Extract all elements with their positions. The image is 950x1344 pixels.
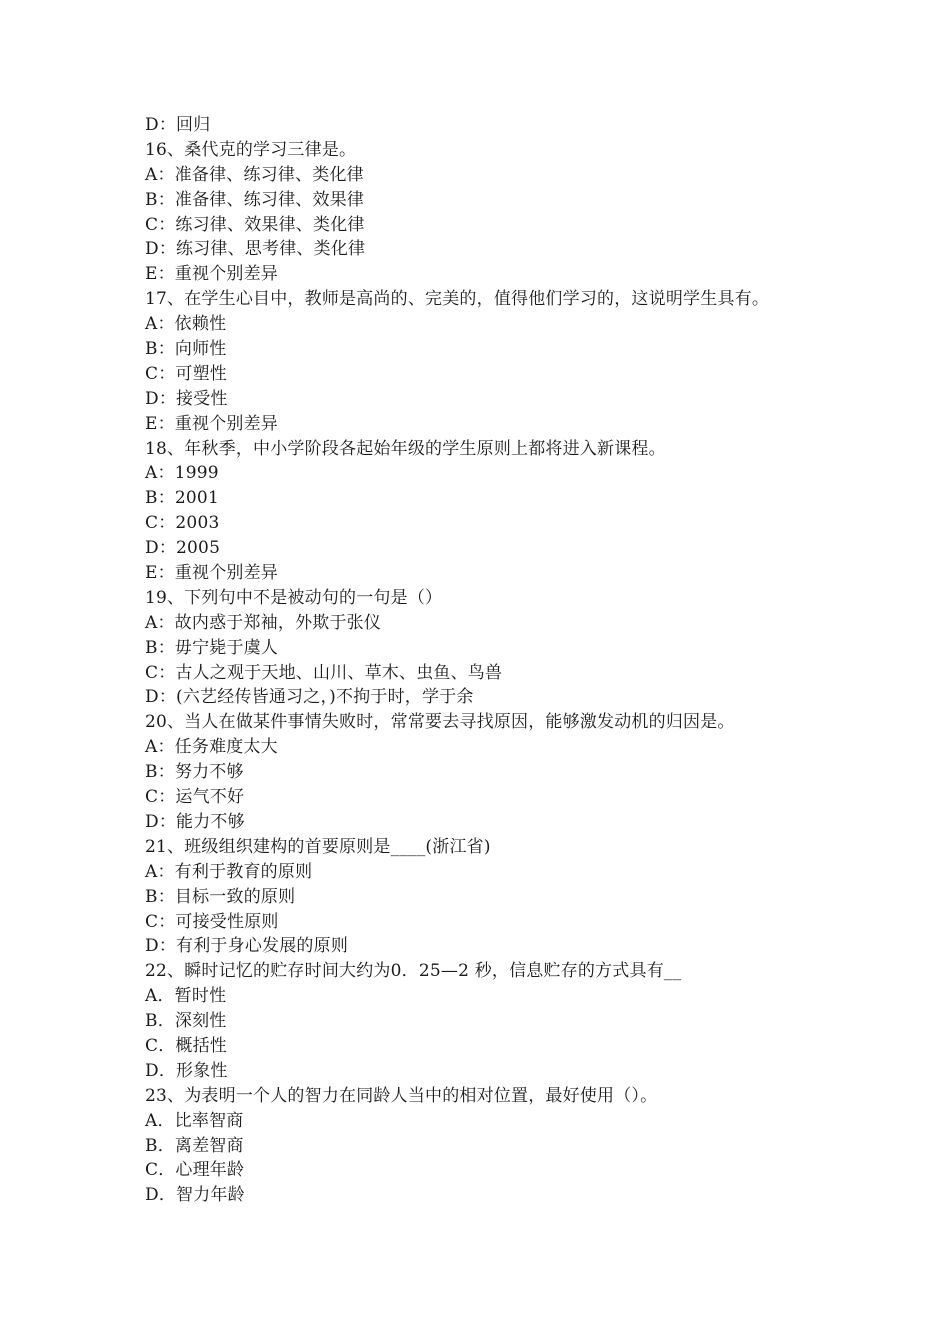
text-line: C：2003 bbox=[145, 513, 220, 534]
text-line: A：故内惑于郑袖，外欺于张仪 bbox=[145, 612, 382, 633]
text-line: 20、当人在做某件事情失败时，常常要去寻找原因，能够激发动机的归因是。 bbox=[145, 712, 735, 733]
text-line: 18、年秋季，中小学阶段各起始年级的学生原则上都将进入新课程。 bbox=[145, 438, 666, 459]
text-line: A．比率智商 bbox=[145, 1110, 244, 1131]
text-line: 23、为表明一个人的智力在同龄人当中的相对位置，最好使用（）。 bbox=[145, 1085, 658, 1106]
text-line: B：目标一致的原则 bbox=[145, 886, 296, 907]
text-line: 21、班级组织建构的首要原则是____(浙江省) bbox=[145, 836, 491, 857]
text-line: A：依赖性 bbox=[145, 314, 227, 335]
text-line: B：毋宁毙于虞人 bbox=[145, 637, 279, 658]
text-line: D：2005 bbox=[145, 538, 221, 559]
text-line: C：可塑性 bbox=[145, 363, 228, 384]
text-line: B．离差智商 bbox=[145, 1135, 244, 1156]
text-line: E：重视个别差异 bbox=[145, 413, 279, 434]
text-line: A．暂时性 bbox=[145, 986, 227, 1007]
text-line: B：向师性 bbox=[145, 339, 227, 360]
text-line: C：练习律、效果律、类化律 bbox=[145, 214, 365, 235]
question-list bbox=[145, 113, 845, 1208]
text-line: C．概括性 bbox=[145, 1035, 228, 1056]
text-line: C：运气不好 bbox=[145, 787, 245, 808]
text-line: B：努力不够 bbox=[145, 762, 244, 783]
text-line: B．深刻性 bbox=[145, 1011, 227, 1032]
text-line: D：能力不够 bbox=[145, 811, 245, 832]
text-line: 17、在学生心目中，教师是高尚的、完美的，值得他们学习的，这说明学生具有。 bbox=[145, 289, 770, 310]
text-line: 22、瞬时记忆的贮存时间大约为0．25—2 秒，信息贮存的方式具有__ bbox=[145, 961, 682, 982]
text-line: B：2001 bbox=[145, 488, 219, 509]
text-line: D：有利于身心发展的原则 bbox=[145, 936, 349, 957]
text-line: C：古人之观于天地、山川、草木、虫鱼、鸟兽 bbox=[145, 662, 503, 683]
text-line: A：任务难度太大 bbox=[145, 737, 278, 758]
text-line: D：练习律、思考律、类化律 bbox=[145, 239, 366, 260]
text-line: D：接受性 bbox=[145, 388, 228, 409]
text-line: A：准备律、练习律、类化律 bbox=[145, 164, 364, 185]
text-line: D：(六艺经传皆通习之，)不拘于时，学于余 bbox=[145, 687, 474, 708]
text-line: C：可接受性原则 bbox=[145, 911, 279, 932]
text-line: C．心理年龄 bbox=[145, 1160, 245, 1181]
text-line: D．智力年龄 bbox=[145, 1185, 245, 1206]
text-line: E：重视个别差异 bbox=[145, 264, 279, 285]
text-line: D：回归 bbox=[145, 115, 211, 135]
text-line: A：1999 bbox=[145, 463, 219, 484]
text-line: B：准备律、练习律、效果律 bbox=[145, 189, 365, 210]
text-line: D．形象性 bbox=[145, 1060, 228, 1081]
text-line: 16、桑代克的学习三律是。 bbox=[145, 139, 357, 160]
text-line: E：重视个别差异 bbox=[145, 563, 279, 584]
text-line: 19、下列句中不是被动句的一句是（） bbox=[145, 587, 443, 608]
text-line: A：有利于教育的原则 bbox=[145, 861, 313, 882]
